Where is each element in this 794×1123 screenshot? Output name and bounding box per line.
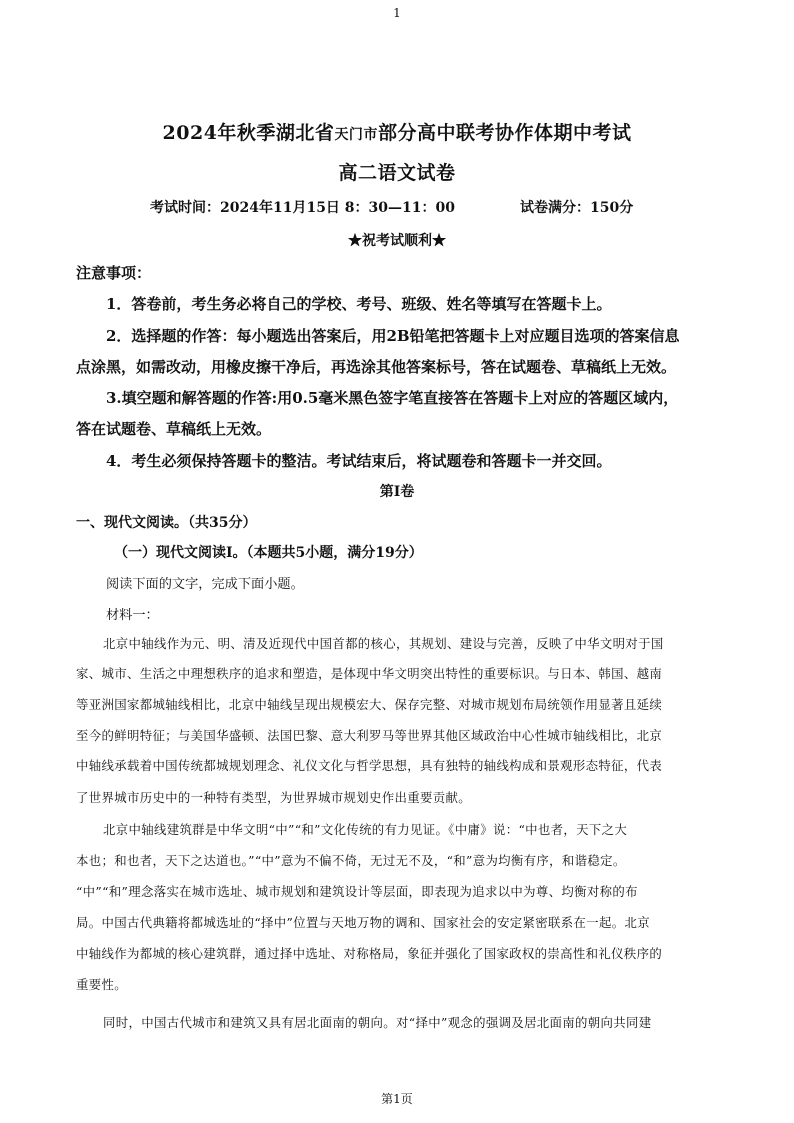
notice-line-6: 4．考生必须保持答题卡的整洁。考试结束后，将试题卷和答题卡一并交回。 [106, 452, 612, 470]
notice-line-3: 点涂黑，如需改动，用橡皮擦干净后，再选涂其他答案标号，答在试题卷、草稿纸上无效。 [76, 358, 677, 376]
blessing: ★祝考试顺利★ [348, 233, 446, 249]
body-line: “中”“和”理念落实在城市选址、城市规划和建筑设计等层面，即表现为追求以中为尊、均衡对称的布 [76, 884, 638, 899]
exam-time: 考试时间：2024年11月15日 8：30—11：00 [150, 200, 455, 216]
reading-instruction: 阅读下面的文字，完成下面小题。 [106, 577, 304, 592]
body-line: 同时，中国古代城市和建筑又具有居北面南的朝向。对“择中”观念的强调及居北面南的朝向共同建 [103, 1015, 652, 1030]
title-suffix: 部分高中联考协作体期中考试 [377, 122, 632, 144]
notice-line-4: 3.填空题和解答题的作答:用0.5毫米黑色签字笔直接答在答题卡上对应的答题区域内， [106, 389, 679, 407]
body-line: 局。中国古代典籍将都城选址的“择中”位置与天地万物的调和、国家社会的安定紧密联系在一起。北京 [76, 915, 650, 930]
body-line: 等亚洲国家都城轴线相比，北京中轴线呈现出规模宏大、保存完整、对城市规划布局统领作用显著且延续 [76, 697, 663, 712]
body-line: 至今的鲜明特征；与美国华盛顿、法国巴黎、意大利罗马等世界其他区域政治中心性城市轴线相比，北京 [76, 728, 663, 743]
material-label: 材料一： [106, 608, 159, 623]
title-prefix: 2024年秋季湖北省 [162, 122, 335, 144]
title-city: 天门市 [334, 127, 378, 143]
body-line: 中轴线承载着中国传统都城规划理念、礼仪文化与哲学思想，具有独特的轴线构成和景观形态特征，代表 [76, 758, 663, 773]
page-number-top: 1 [393, 6, 401, 20]
body-line: 北京中轴线建筑群是中华文明“中”“和”文化传统的有力见证。《中庸》说：“中也者，天下之大 [103, 822, 628, 837]
notice-heading: 注意事项： [76, 264, 152, 282]
body-line: 了世界城市历史中的一种特有类型，为世界城市规划史作出重要贡献。 [76, 790, 471, 805]
paper-title: 高二语文试卷 [338, 162, 456, 184]
volume-label: 第Ⅰ卷 [379, 484, 415, 500]
notice-line-1: 1．答卷前，考生务必将自己的学校、考号、班级、姓名等填写在答题卡上。 [106, 295, 612, 313]
body-line: 本也；和也者，天下之达道也。”“中”意为不偏不倚，无过无不及，“和”意为均衡有序，和谐稳定。 [76, 853, 626, 868]
exam-title [0, 118, 794, 145]
page-footer: 第1页 [381, 1092, 413, 1106]
full-score: 试卷满分：150分 [520, 200, 634, 216]
notice-line-5: 答在试题卷、草稿纸上无效。 [76, 420, 272, 438]
notice-line-2: 2．选择题的作答：每小题选出答案后，用2B铅笔把答题卡上对应题目选项的答案信息 [106, 327, 680, 345]
body-line: 家、城市、生活之中理想秩序的追求和塑造，是体现中华文明突出特性的重要标识。与日本、韩国、越南 [76, 666, 663, 681]
body-line: 中轴线作为都城的核心建筑群，通过择中选址、对称格局，象征并强化了国家政权的崇高性和礼仪秩序的 [76, 946, 663, 961]
subsection-one-heading: （一）现代文阅读Ⅰ。（本题共5小题，满分19分） [114, 545, 423, 561]
body-line: 重要性。 [76, 977, 127, 992]
body-line: 北京中轴线作为元、明、清及近现代中国首都的核心，其规划、建设与完善，反映了中华文明对于国 [103, 636, 664, 651]
section-one-heading: 一、现代文阅读。（共35分） [76, 515, 257, 531]
